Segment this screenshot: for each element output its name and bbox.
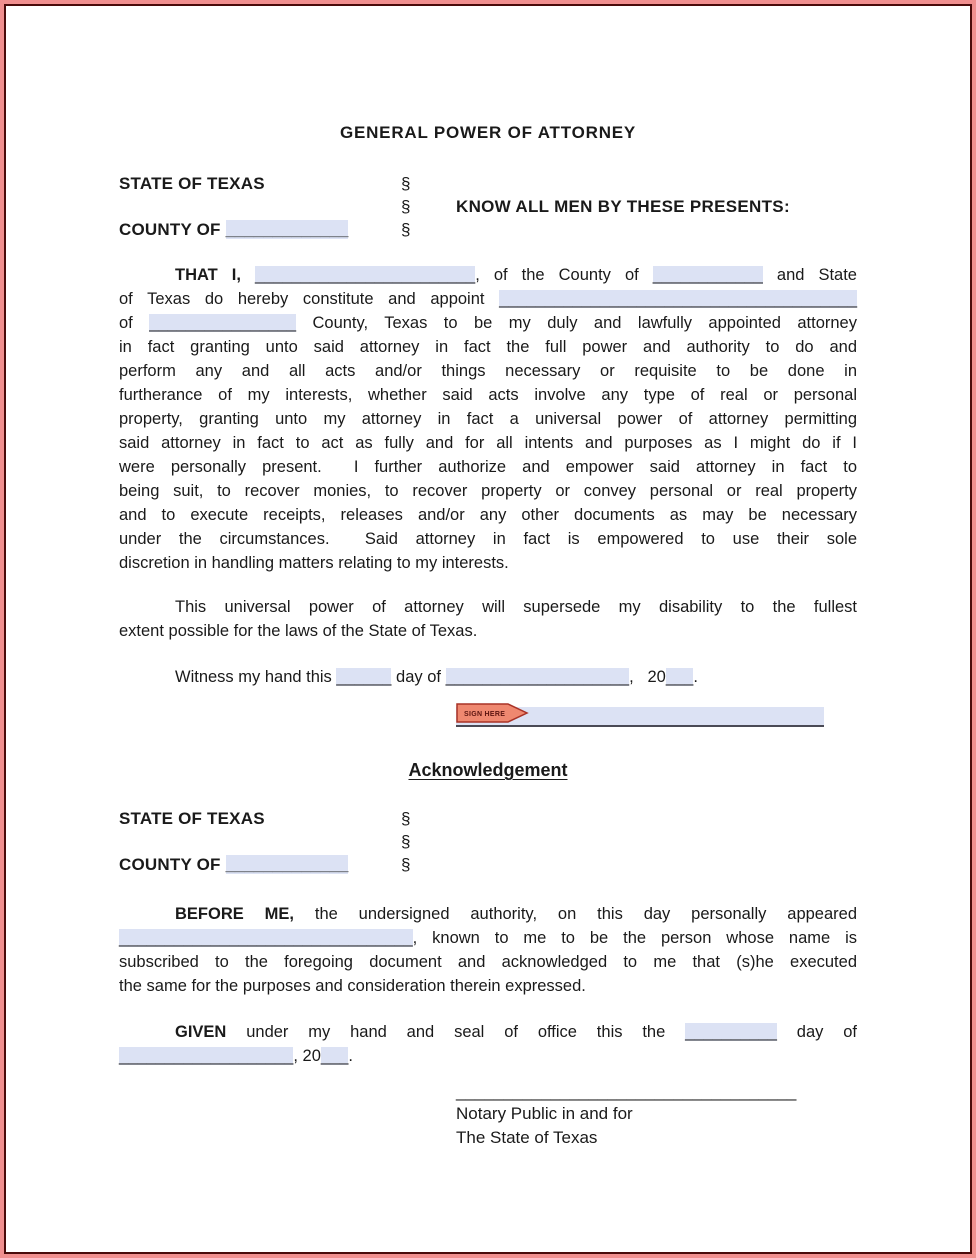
venue-block-ack [119,807,857,876]
given-paragraph [119,1020,857,1068]
section-symbol: § [401,832,411,851]
section-symbol: § [401,197,411,216]
fill-blank[interactable]: ___ [320,1047,349,1065]
fill-blank[interactable]: ________________________ [255,266,476,284]
text-line: the same for the purposes and consideration therein expressed. [119,977,586,995]
fill-blank[interactable]: ______ [336,668,392,686]
document-content [6,6,970,1252]
fill-blank[interactable]: ___________________ [119,1047,294,1065]
text-line: in fact granting unto said attorney in fact the full power and authority to do and [119,338,857,356]
text-line: GIVEN under my hand and seal of office this the __________ day of [175,1023,857,1041]
text-line: Witness my hand this ______ day of ____________________, 20___. [175,668,698,686]
section-symbol: § [401,174,411,193]
text-line: ___________________, 20___. [119,1047,354,1065]
notary-block [456,1082,857,1150]
fill-blank[interactable]: ____________ [652,266,763,284]
fill-blank[interactable]: ____________________ [445,668,630,686]
main-paragraph [119,263,857,575]
notary-title-line1: Notary Public in and for [456,1104,633,1123]
text-line: ________________________________, known to me to be the person whose name is [119,929,857,947]
text-line: under the circumstances. Said attorney in fact is empowered to use their sole [119,530,857,548]
notary-signature-line: ____________________________________ [456,1082,797,1101]
text-line: property, granting unto my attorney in fact a universal power of attorney permitting [119,410,857,428]
page-border [4,4,972,1254]
text-line: THAT I, ________________________, of the County of ____________ and State [175,266,857,284]
section-symbol: § [401,809,411,828]
sign-here-label: SIGN HERE [464,711,506,718]
fill-blank[interactable]: _____________ [225,855,349,874]
notary-title-line2: The State of Texas [456,1128,598,1147]
section-symbol: § [401,220,411,239]
text-line: discretion in handling matters relating to my interests. [119,554,509,572]
state-of-texas-label: STATE OF TEXAS [119,809,265,828]
witness-line [119,665,857,689]
state-of-texas-label: STATE OF TEXAS [119,174,265,193]
county-of-label: COUNTY OF _____________ [119,220,349,239]
text-line: This universal power of attorney will supersede my disability to the fullest [175,598,857,616]
fill-blank[interactable]: _______________________________________ [499,290,857,308]
text-line: perform any and all acts and/or things necessary or requisite to be done in [119,362,857,380]
section-symbol: § [401,855,411,874]
supersede-paragraph [119,595,857,643]
text-line: extent possible for the laws of the State of Texas. [119,622,478,640]
document-title: GENERAL POWER OF ATTORNEY [339,123,637,142]
before-me-paragraph [119,902,857,998]
fill-blank[interactable]: _____________ [225,220,349,239]
acknowledgement-heading: Acknowledgement [408,760,568,780]
know-all-men-label: KNOW ALL MEN BY THESE PRESENTS: [456,197,790,216]
fill-blank[interactable]: ________________________________ [119,929,413,947]
text-line: said attorney in fact to act as fully and for all intents and purposes as I might do if I [119,434,857,452]
sign-here-tag[interactable] [456,703,530,723]
fill-blank[interactable]: __________ [685,1023,777,1041]
text-line: BEFORE ME, the undersigned authority, on this day personally appeared [175,905,857,923]
fill-blank[interactable]: ___ [665,668,694,686]
signature-row [456,705,857,729]
text-line: of Texas do hereby constitute and appoint _______________________________________ [119,290,857,308]
text-line: were personally present. I further authorize and empower said attorney in fact to [119,458,857,476]
text-line: of ________________ County, Texas to be my duly and lawfully appointed attorney [119,314,857,332]
text-line: subscribed to the foregoing document and acknowledged to me that (s)he executed [119,953,857,971]
fill-blank[interactable]: ________________ [149,314,297,332]
text-line: and to execute receipts, releases and/or any other documents as may be necessary [119,506,857,524]
text-line: furtherance of my interests, whether said acts involve any type of real or personal [119,386,857,404]
venue-block-top [119,172,857,241]
text-line: being suit, to recover monies, to recover property or convey personal or real property [119,482,857,500]
county-of-label: COUNTY OF _____________ [119,855,349,874]
